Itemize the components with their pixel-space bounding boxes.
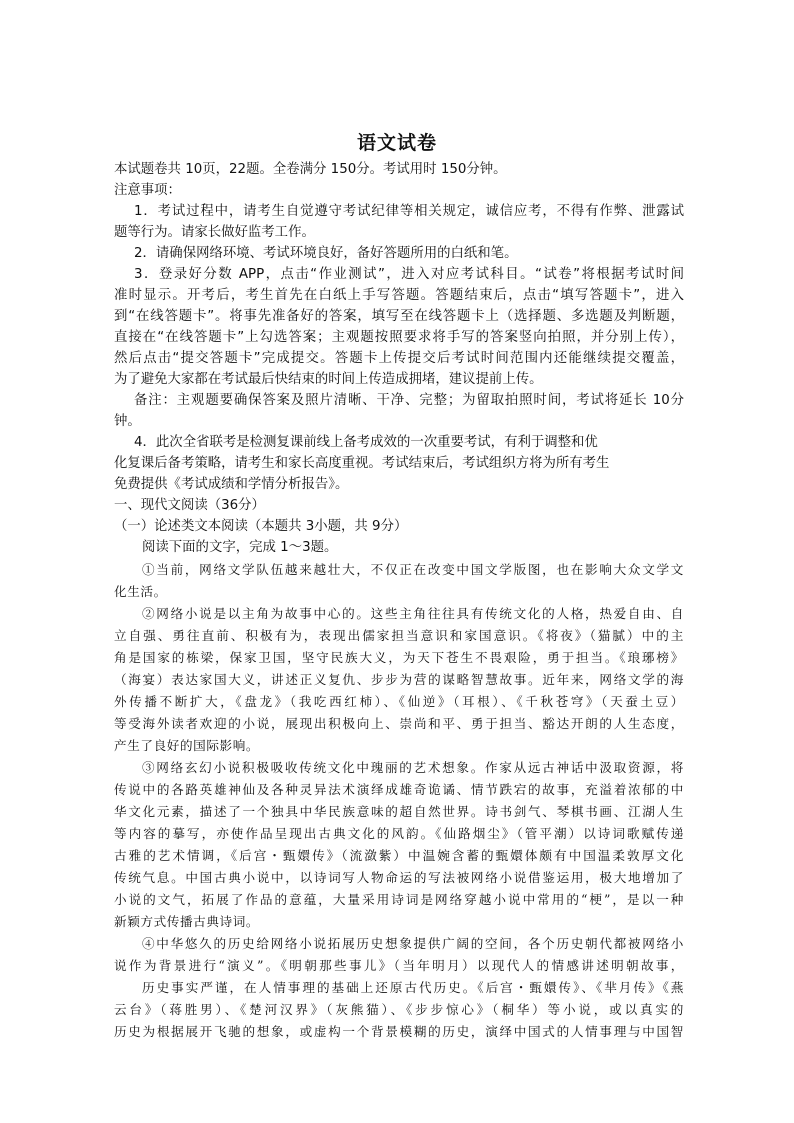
subsection-heading: （一）论述类文本阅读（本题共 3小题，共 9分） [114,519,408,534]
passage-line: ②网络小说是以主角为故事中心的。这些主角往往具有传统文化的人格，热爱自由、自 [142,606,684,621]
notice-line: 免费提供《考试成绩和学情分析报告》。 [114,477,349,492]
notice-line: 钟。 [114,414,141,429]
passage-line: ④中华悠久的历史给网络小说拓展历史想象提供广阔的空间，各个历史朝代都被网络小 [142,936,684,951]
passage-line: （海宴）表达家国大义，讲述正义复仇、步步为营的谋略智慧故事。近年来，网络文学的海 [114,672,684,687]
passage-line: 等受海外读者欢迎的小说，展现出积极向上、崇尚和平、勇于担当、豁达开朗的人生态度， [114,716,684,731]
page-title: 语文试卷 [356,132,437,154]
passage-line: 立自强、勇往直前、积极有为，表现出儒家担当意识和家国意识。《将夜》（猫腻）中的主 [114,628,684,643]
passage-line: 等内容的摹写，亦使作品呈现出古典文化的风韵。《仙路烟尘》（管平潮）以诗词歌赋传递 [114,826,684,841]
notice-heading: 注意事项： [114,183,181,198]
notice-line: 到“在线答题卡”。将事先准备好的答案，填写至在线答题卡上（选择题、多选题及判断题， [114,309,684,324]
passage-line: 外传播不断扩大，《盘龙》（我吃西红柿）、《仙逆》（耳根）、《千秋苍穹》（天蚕土豆） [114,694,684,709]
passage-line: 古雅的艺术情调，《后宫・甄嬛传》（流潋紫）中温婉含蓄的甄嬛体颇有中国温柔敦厚文化 [114,848,684,863]
notice-line: 2．请确保网络环境、考试环境良好，备好答题所用的白纸和笔。 [134,246,518,261]
passage-line: 传说中的各路英雄神仙及各种灵异法术演绎成雄奇诡谲、情节跌宕的故事，充溢着浓郁的中 [114,782,684,797]
section-heading: 一、现代文阅读（36分） [114,498,265,513]
notice-line: 然后点击“提交答题卡”完成提交。答题卡上传提交后考试时间范围内还能继续提交覆盖， [114,351,684,366]
passage-line: ③网络玄幻小说积极吸收传统文化中瑰丽的艺术想象。作家从远古神话中汲取资源，将 [142,760,684,775]
passage-line: 产生了良好的国际影响。 [114,738,260,753]
exam-overview: 本试题卷共 10页，22题。全卷满分 150分。考试用时 150分钟。 [114,162,507,177]
notice-line: 4．此次全省联考是检测复课前线上备考成效的一次重要考试，有利于调整和优 [134,435,598,450]
notice-line: 准时显示。开考后，考生首先在白纸上手写答题。答题结束后，点击“填写答题卡”，进入 [114,288,684,303]
passage-line: 历史事实严谨，在人情事理的基础上还原古代历史。《后宫・甄嬛传》、《芈月传》《燕 [142,980,684,995]
passage-line: 角是国家的栋梁，保家卫国，坚守民族大义，为天下苍生不畏艰险，勇于担当。《琅琊榜》 [114,650,684,665]
passage-line: 华文化元素，描述了一个独具中华民族意味的超自然世界。诗书剑气、琴棋书画、江湖人生 [114,804,684,819]
passage-line: 说作为背景进行“演义”。《明朝那些事儿》（当年明月）以现代人的情感讲述明朝故事， [114,958,684,973]
passage-line: ①当前，网络文学队伍越来越壮大，不仅正在改变中国文学版图，也在影响大众文学文 [142,562,684,577]
passage-line: 传统气息。中国古典小说中，以诗词写人物命运的写法被网络小说借鉴运用，极大地增加了 [114,870,684,885]
passage-line: 小说的文气，拓展了作品的意蕴，大量采用诗词是网络穿越小说中常用的“梗”，是以一种 [114,892,684,907]
notice-line: 题等行为。请家长做好监考工作。 [114,225,315,240]
reading-instruction: 阅读下面的文字，完成 1～3题。 [142,540,338,555]
passage-line: 云台》（蒋胜男）、《楚河汉界》（灰熊猫）、《步步惊心》（桐华）等小说，或以真实的 [114,1002,684,1017]
passage-line: 新颖方式传播古典诗词。 [114,914,260,929]
notice-line: 化复课后备考策略，请考生和家长高度重视。考试结束后，考试组织方将为所有考生 [114,456,610,471]
passage-line: 历史为根据展开飞驰的想象，或虚构一个背景模糊的历史，演绎中国式的人情事理与中国智 [114,1024,684,1039]
notice-line: 备注：主观题要确保答案及照片清晰、干净、完整；为留取拍照时间，考试将延长 10分 [134,393,684,408]
notice-line: 1．考试过程中，请考生自觉遵守考试纪律等相关规定，诚信应考，不得有作弊、泄露试 [134,204,684,219]
notice-line: 直接在“在线答题卡”上勾选答案；主观题按照要求将手写的答案竖向拍照，并分别上传）， [114,330,684,345]
notice-line: 3．登录好分数 APP，点击“作业测试”，进入对应考试科目。“试卷”将根据考试时间 [134,267,684,282]
passage-line: 化生活。 [114,584,167,599]
notice-line: 为了避免大家都在考试最后快结束的时间上传造成拥堵，建议提前上传。 [114,372,543,387]
